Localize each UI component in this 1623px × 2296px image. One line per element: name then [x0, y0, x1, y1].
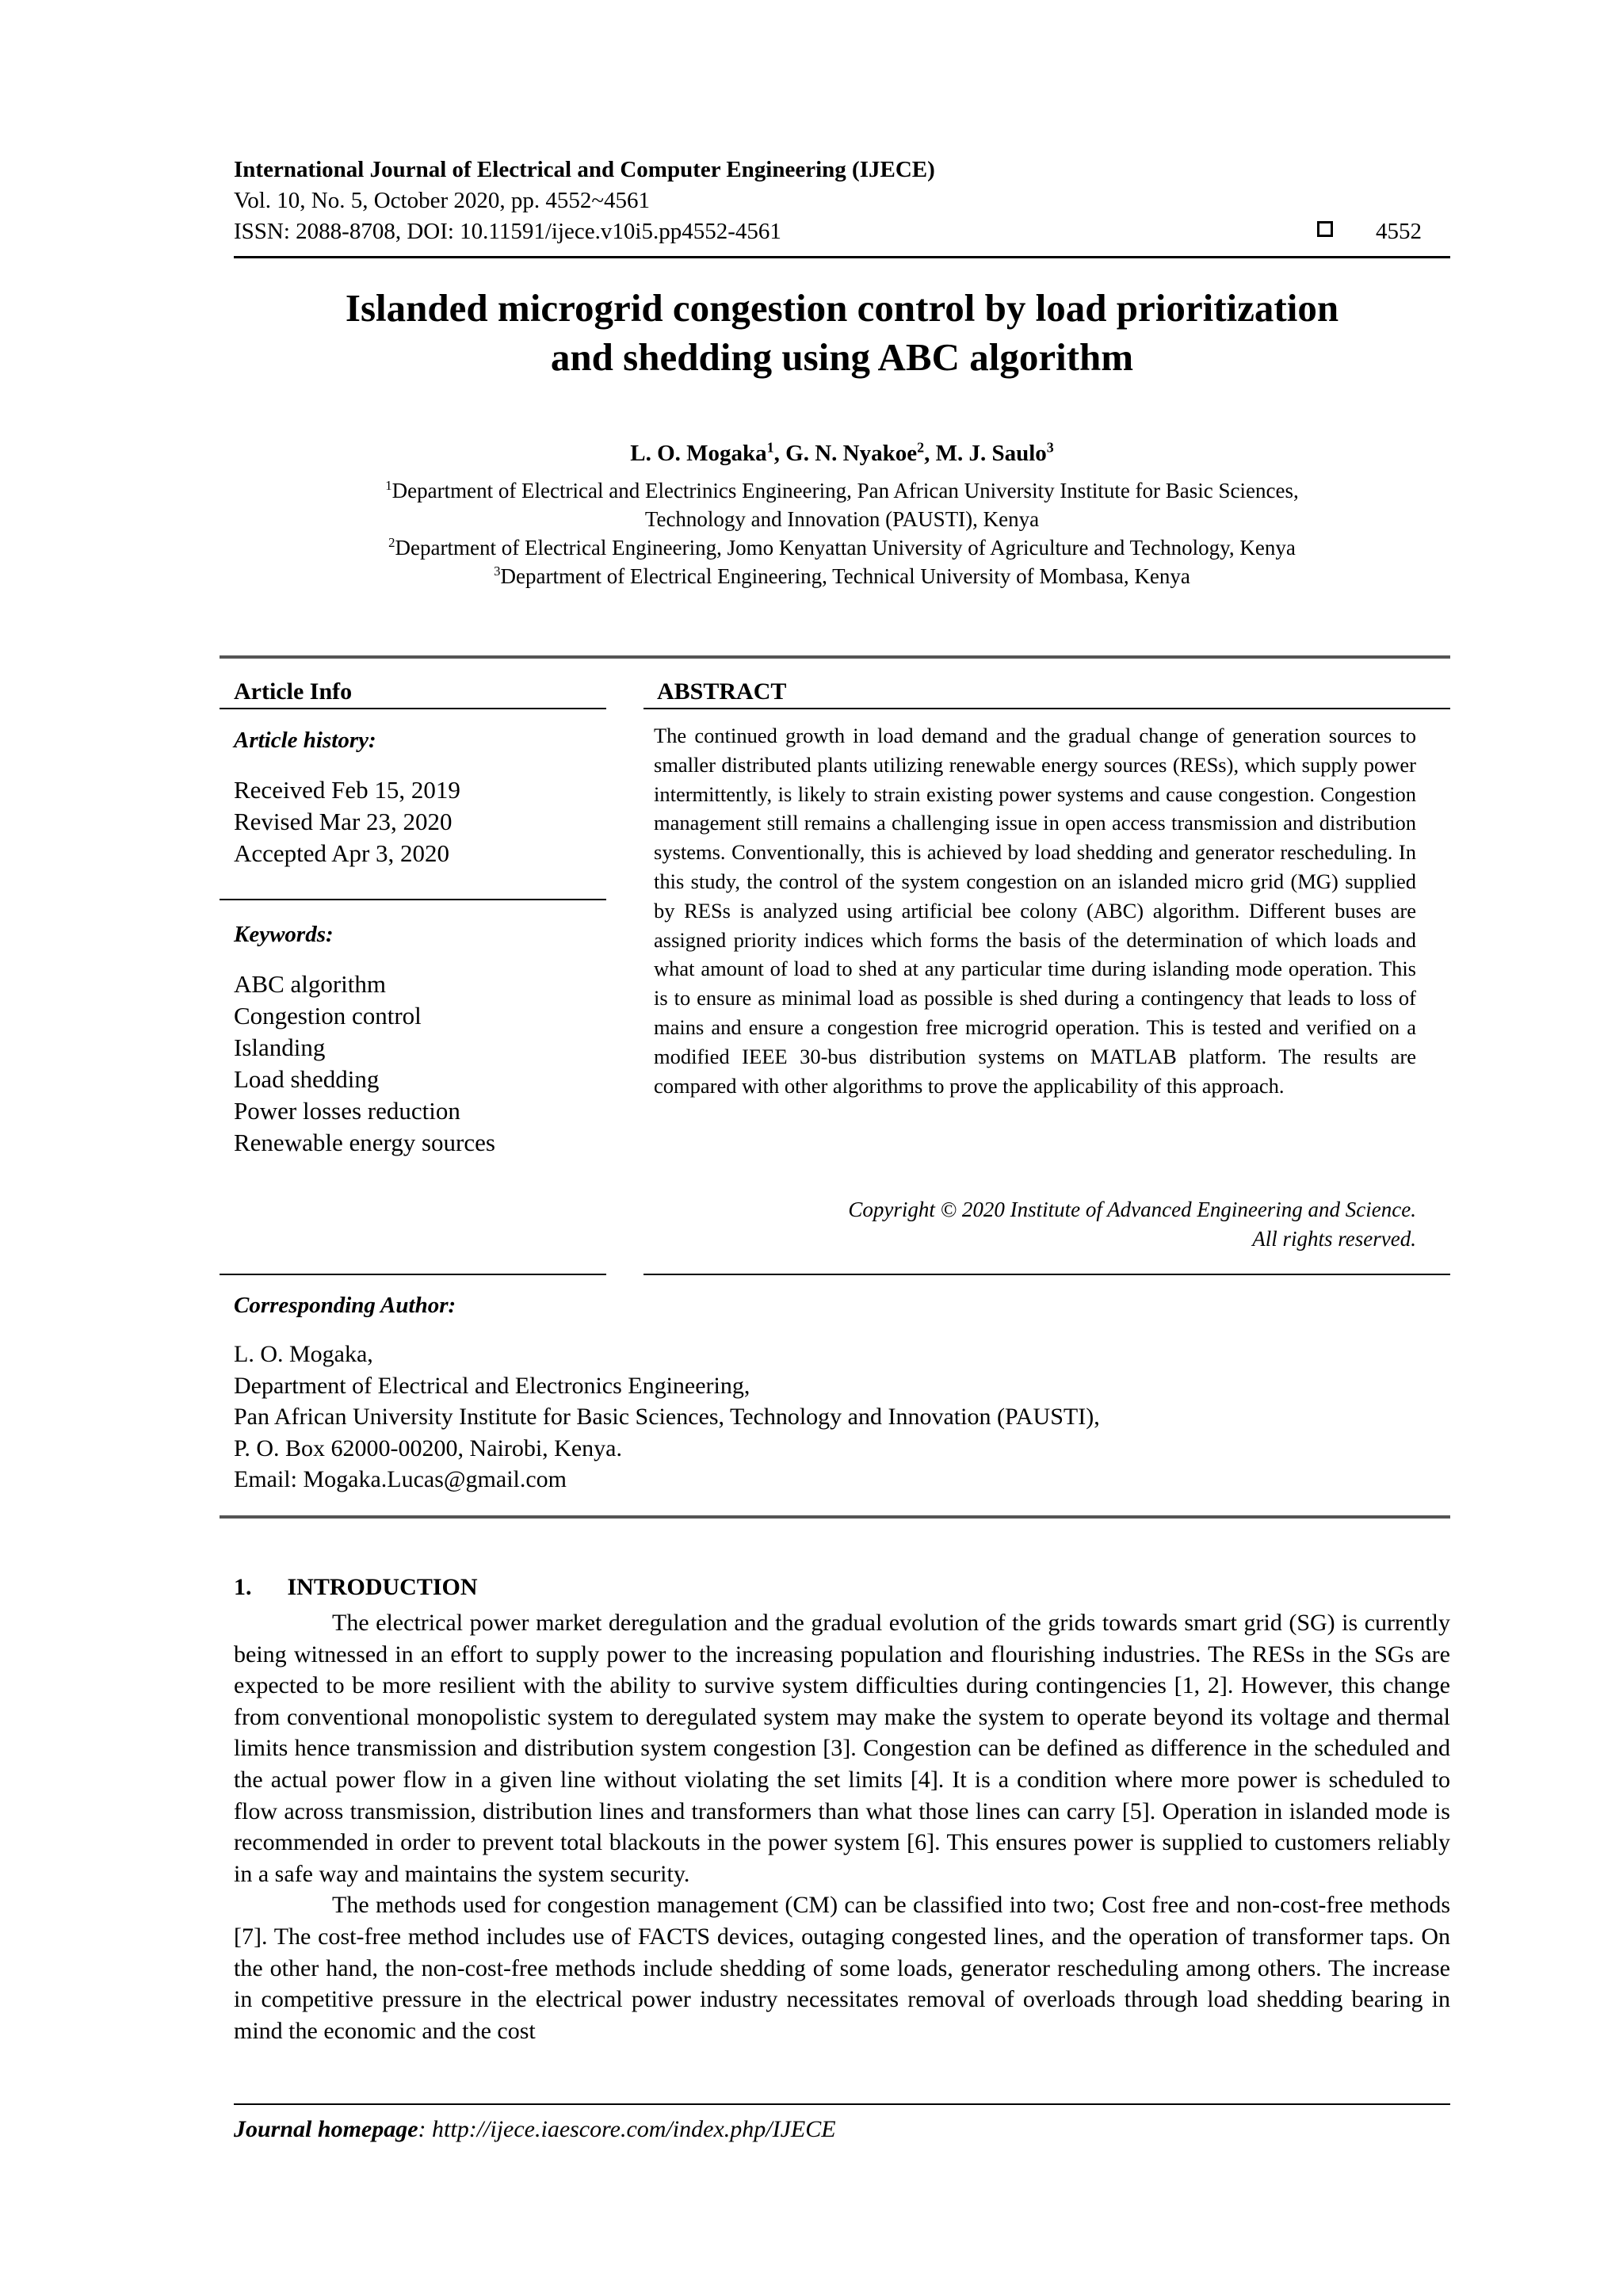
journal-name: International Journal of Electrical and Computer Engineering (IJECE) — [234, 157, 935, 182]
copyright-line-2: All rights reserved. — [1252, 1227, 1416, 1251]
keyword-item: ABC algorithm — [234, 970, 387, 998]
history-item: Received Feb 15, 2019 — [234, 776, 460, 804]
keywords-heading: Keywords: — [234, 922, 334, 947]
affiliations — [234, 476, 1450, 590]
keyword-item: Islanding — [234, 1033, 326, 1061]
affiliation-line — [234, 533, 1450, 562]
author-name: M. J. Saulo — [935, 441, 1047, 466]
affiliation-text: Department of Electrical Engineering, Jomo Kenyattan University of Agriculture and Technology, Kenya — [395, 536, 1296, 560]
affiliation-text: Technology and Innovation (PAUSTI), Kenya — [644, 507, 1040, 531]
history-item: Accepted Apr 3, 2020 — [234, 839, 450, 867]
authors — [234, 441, 1450, 467]
article-info-rule — [220, 708, 606, 709]
paper-title — [234, 284, 1450, 382]
page-number: 4552 — [1376, 219, 1422, 244]
history-list — [234, 774, 460, 869]
history-rule — [220, 899, 606, 900]
copyright-line-1: Copyright © 2020 Institute of Advanced Engineering and Science. — [848, 1198, 1416, 1221]
author-sup: 2 — [917, 439, 925, 456]
title-line-2: and shedding using ABC algorithm — [550, 335, 1134, 379]
keyword-item: Renewable energy sources — [234, 1129, 495, 1156]
corresponding-line: L. O. Mogaka, — [234, 1341, 373, 1367]
introduction-paragraph: The methods used for congestion management (CM) can be classified into two; Cost free and non-cost-free methods [7]. The cost-free method includes use of FACTS devices, outaging congested lines, and the operation of transformer taps. On the other hand, the non-cost-free methods include shedding of some loads, generator rescheduling among others. The increase in competitive pressure in the electrical power industry necessitates removal of overloads through load shedding bearing in mind the economic and the cost — [234, 1892, 1450, 2044]
author-separator: , — [773, 441, 786, 466]
header-rule — [234, 256, 1450, 258]
introduction-body — [234, 1607, 1450, 2046]
journal-volume: Vol. 10, No. 5, October 2020, pp. 4552~4561 — [234, 188, 651, 213]
title-line-1: Islanded microgrid congestion control by load prioritization — [345, 286, 1339, 330]
keyword-item: Congestion control — [234, 1002, 422, 1030]
keyword-item: Power losses reduction — [234, 1097, 460, 1125]
affiliation-sup: 1 — [385, 478, 392, 493]
author-name: G. N. Nyakoe — [785, 441, 918, 466]
corresponding-details — [234, 1339, 1100, 1496]
keyword-item: Load shedding — [234, 1065, 380, 1093]
affiliation-sup: 2 — [388, 535, 395, 550]
homepage-sep: : — [418, 2116, 433, 2142]
info-bottom-rule-right — [643, 1274, 1450, 1275]
info-top-rule — [220, 655, 1450, 659]
journal-homepage — [234, 2116, 836, 2143]
affiliation-line — [234, 562, 1450, 590]
history-item: Revised Mar 23, 2020 — [234, 808, 453, 835]
corresponding-heading: Corresponding Author: — [234, 1293, 456, 1318]
abstract-rule — [643, 708, 1450, 709]
corresponding-line: Pan African University Institute for Basic Sciences, Technology and Innovation (PAUSTI), — [234, 1404, 1100, 1430]
author-name: L. O. Mogaka — [630, 441, 767, 466]
copyright — [654, 1195, 1416, 1254]
journal-issn: ISSN: 2088-8708, DOI: 10.11591/ijece.v10i5.pp4552-4561 — [234, 219, 781, 244]
corresponding-line: Department of Electrical and Electronics Engineering, — [234, 1372, 750, 1399]
affiliation-sup: 3 — [494, 563, 501, 579]
affiliation-line — [234, 476, 1450, 505]
affiliation-text: Department of Electrical Engineering, Technical University of Mombasa, Kenya — [500, 564, 1190, 588]
homepage-url[interactable]: http://ijece.iaescore.com/index.php/IJECE — [432, 2116, 836, 2142]
affiliation-text: Department of Electrical and Electrinics Engineering, Pan African University Institute for Basic Sciences, — [391, 479, 1299, 502]
checkbox-icon — [1317, 221, 1333, 237]
corresponding-line: P. O. Box 62000-00200, Nairobi, Kenya. — [234, 1435, 622, 1461]
footer-rule — [234, 2103, 1450, 2105]
article-info-heading: Article Info — [234, 678, 353, 705]
author-separator: , — [924, 441, 936, 466]
abstract-text: The continued growth in load demand and the gradual change of generation sources to smaller distributed plants utilizing renewable energy sources (RESs), which supply power intermittently, is likely to strain existing power systems and cause congestion. Congestion management still remains a challenging issue in open access transmission and distribution systems. Conventionally, this is achieved by load shedding and generator rescheduling. In this study, the control of the system congestion on an islanded micro grid (MG) supplied by RESs is analyzed using artificial bee colony (ABC) algorithm. Different buses are assigned priority indices which forms the basis of the determination of which loads and what amount of load to shed at any particular time during islanding mode operation. This is to ensure as minimal load as possible is shed during a contingency that leads to loss of mains and ensure a congestion free microgrid operation. This is tested and verified on a modified IEEE 30-bus distribution systems on MATLAB platform. The results are compared with other algorithms to prove the applicability of this approach. — [654, 724, 1416, 1098]
homepage-label: Journal homepage — [234, 2116, 418, 2142]
author-sup: 1 — [766, 439, 774, 456]
info-bottom-rule-left — [220, 1274, 606, 1275]
introduction-paragraph: The electrical power market deregulation and the gradual evolution of the grids towards smart grid (SG) is currently being witnessed in an effort to supply power to the increasing population and flourishing industries. The RESs in the SGs are expected to be more resilient with the ability to survive system difficulties during contingencies [1, 2]. However, this change from conventional monopolistic system to deregulated system may make the system to operate beyond its voltage and thermal limits hence transmission and distribution system congestion [3]. Congestion can be defined as difference in the scheduled and the actual power flow in a given line without violating the set limits [4]. It is a condition where more power is scheduled to flow across transmission, distribution lines and transformers than what those lines can carry [5]. Operation in islanded mode is recommended in order to prevent total blackouts in the power system [6]. This ensures power is supplied to customers reliably in a safe way and maintains the system security. — [234, 1610, 1450, 1887]
introduction-heading: 1. INTRODUCTION — [234, 1574, 478, 1600]
corresponding-line: Email: Mogaka.Lucas@gmail.com — [234, 1466, 567, 1492]
keywords-list — [234, 968, 495, 1159]
abstract-heading: ABSTRACT — [657, 678, 787, 705]
history-heading: Article history: — [234, 728, 376, 753]
affiliation-line — [234, 505, 1450, 533]
author-sup: 3 — [1046, 439, 1054, 456]
corresponding-rule — [220, 1515, 1450, 1519]
